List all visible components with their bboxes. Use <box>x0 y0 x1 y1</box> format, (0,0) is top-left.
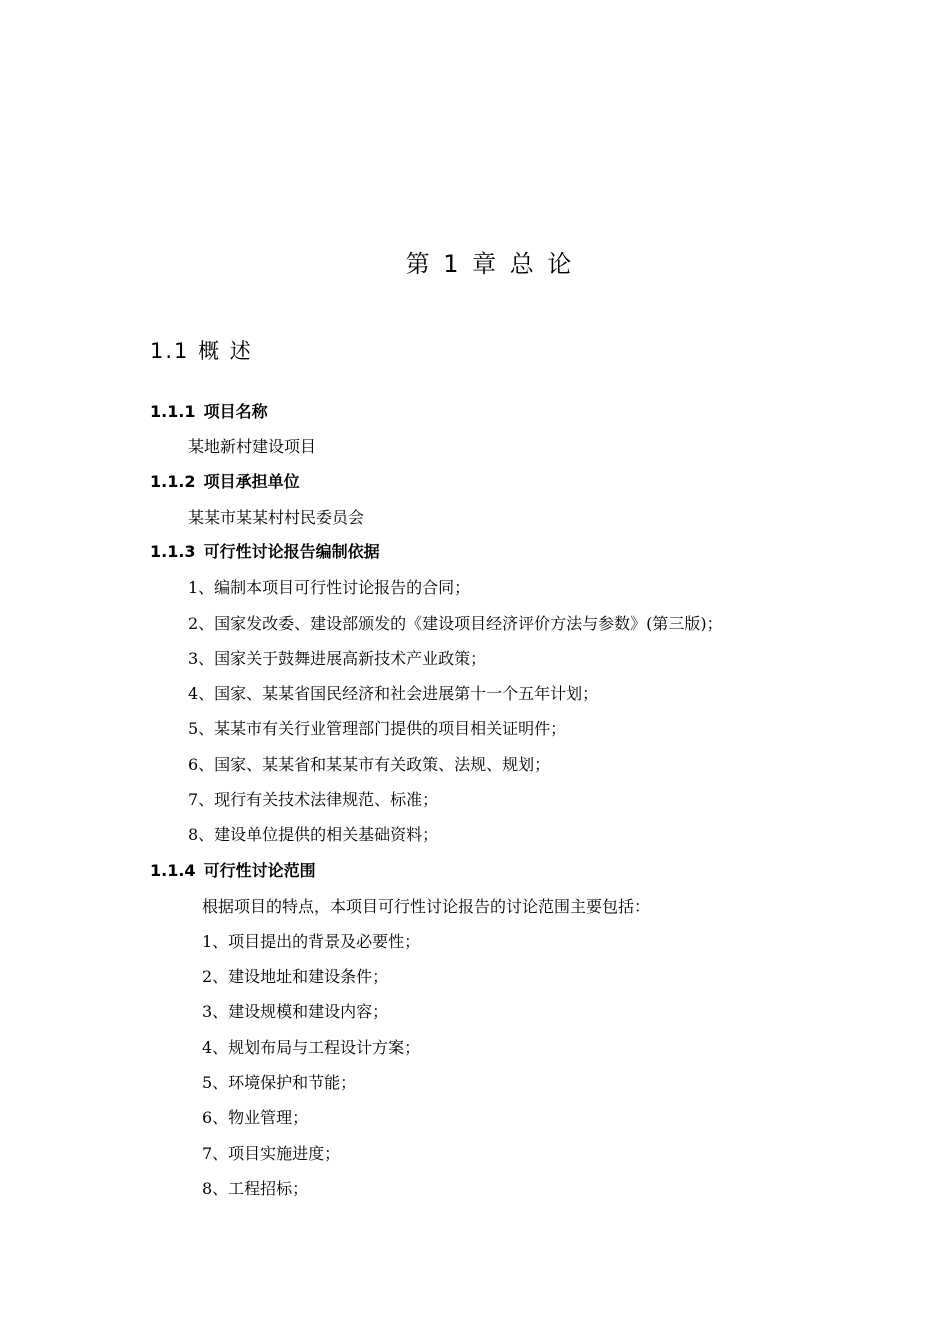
subsection-title: 可行性讨论范围 <box>203 861 316 880</box>
subsection-heading-project-name <box>150 399 268 422</box>
list-item: 1、编制本项目可行性讨论报告的合同； <box>188 578 471 597</box>
list-item: 3、国家关于鼓舞进展高新技术产业政策； <box>188 649 487 668</box>
subsection-heading-basis <box>150 539 380 562</box>
subsection-title: 可行性讨论报告编制依据 <box>203 542 380 561</box>
subsection-number: 1.1.2 <box>150 472 196 491</box>
list-item: 8、工程招标； <box>202 1179 309 1198</box>
subsection-number: 1.1.4 <box>150 861 196 880</box>
list-item: 7、现行有关技术法律规范、标准； <box>188 790 439 809</box>
list-item: 2、建设地址和建设条件； <box>202 967 389 986</box>
list-item: 6、国家、某某省和某某市有关政策、法规、规划； <box>188 755 551 774</box>
list-item: 2、国家发改委、建设部颁发的《建设项目经济评价方法与参数》(第三版)； <box>188 614 723 633</box>
chapter-title: 第 1 章 总 论 <box>405 250 575 278</box>
list-item: 4、国家、某某省国民经济和社会进展第十一个五年计划； <box>188 684 599 703</box>
project-name-value: 某地新村建设项目 <box>188 437 317 456</box>
scope-intro: 根据项目的特点，本项目可行性讨论报告的讨论范围主要包括： <box>202 897 651 916</box>
subsection-heading-undertaking-unit <box>150 469 300 492</box>
section-title: 1.1 概 述 <box>150 339 253 363</box>
list-item: 1、项目提出的背景及必要性； <box>202 932 421 951</box>
list-item: 6、物业管理； <box>202 1108 309 1127</box>
subsection-heading-scope <box>150 858 316 881</box>
subsection-title: 项目名称 <box>203 402 268 421</box>
list-item: 8、建设单位提供的相关基础资料； <box>188 825 439 844</box>
list-item: 3、建设规模和建设内容； <box>202 1002 389 1021</box>
list-item: 7、项目实施进度； <box>202 1144 341 1163</box>
subsection-number: 1.1.3 <box>150 542 196 561</box>
subsection-number: 1.1.1 <box>150 402 196 421</box>
subsection-title: 项目承担单位 <box>203 472 300 491</box>
list-item: 5、环境保护和节能； <box>202 1073 357 1092</box>
undertaking-unit-value: 某某市某某村村民委员会 <box>188 508 365 527</box>
list-item: 4、规划布局与工程设计方案； <box>202 1038 421 1057</box>
list-item: 5、某某市有关行业管理部门提供的项目相关证明件； <box>188 719 567 738</box>
